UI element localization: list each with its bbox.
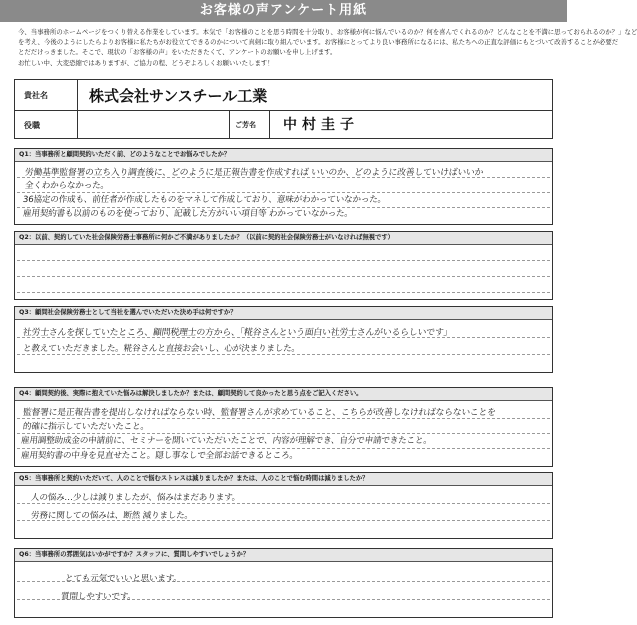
question-6-label: Q6：当事務所の雰囲気はいかがですか？スタッフに、質問しやすいでしょうか？ bbox=[15, 549, 552, 562]
question-6-answer-line: とても元気でいいと思います。 bbox=[64, 574, 183, 584]
question-3-label: Q3：顧問社会保険労務士として当社を選んでいただいた決め手は何ですか？ bbox=[15, 307, 552, 320]
company-name-value: 株式会社サンスチール工業 bbox=[89, 87, 268, 105]
question-2-label: Q2：以前、契約していた社会保険労務士事務所に何かご不満がありましたか？（以前に契約社会保険労務士がいなければ無視です） bbox=[15, 232, 552, 245]
question-1-label: Q1：当事務所と顧問契約いただく前、どのようなことでお悩みでしたか？ bbox=[15, 149, 552, 162]
question-3-section bbox=[14, 306, 553, 373]
question-3-answer-line: と教えていただきました。糀谷さんと直接お会いし、心が決まりました。 bbox=[22, 344, 301, 354]
question-1-answer-line: 全くわからなかった。 bbox=[24, 181, 110, 191]
question-4-label: Q4：顧問契約後、実際に抱えていた悩みは解決しましたか？または、顧問契約して良かったと思う点をご記入ください。 bbox=[15, 388, 552, 401]
intro-line: お忙しい中、大変恐縮ではありますが、ご協力の程、どうぞよろしくお願いいたします！ bbox=[18, 58, 274, 67]
question-1-section bbox=[14, 148, 553, 225]
question-1-answer-line: 36協定の作成も、前任者が作成したものをマネして作成しており、意味がわかっていなかった。 bbox=[22, 195, 387, 205]
question-5-label: Q5：当事務所と契約いただいて、人のことで悩むストレスは減りましたか？または、人のことで悩む時間は減りましたか？ bbox=[15, 473, 552, 486]
question-1-answer-line: 労働基準監督署の立ち入り調査後に、どのように是正報告書を作成すれば いいのか、どのように改善していけばいいか bbox=[24, 168, 484, 178]
customer-info-table bbox=[14, 79, 553, 139]
question-4-answer-line: 的確に指示していただいたこと。 bbox=[22, 422, 150, 432]
question-4-section bbox=[14, 387, 553, 467]
question-2-section bbox=[14, 231, 553, 300]
question-4-answer-line: 雇用契約書の中身を見直せたこと。隠し事なしで全部お話できるところ。 bbox=[20, 451, 299, 461]
question-6-answer-line: 質問しやすいです。 bbox=[60, 592, 137, 602]
question-5-answer-line: 労務に関しての悩みは、断然 減りました。 bbox=[30, 511, 194, 521]
question-6-section bbox=[14, 548, 553, 618]
intro-text bbox=[18, 27, 637, 68]
question-5-answer-line: 人の悩み…少しは減りましたが、悩みはまだあります。 bbox=[30, 493, 241, 503]
question-3-answer-line: 社労士さんを探していたところ、顧問税理士の方から、「糀谷さんという面白い社労士さんがいるらしいです」 bbox=[22, 328, 453, 338]
form-title: お客様の声アンケート用紙 bbox=[0, 0, 567, 22]
name-value: 中村圭子 bbox=[283, 117, 359, 133]
question-4-answer-line: 雇用調整助成金の申請前に、セミナーを開いていただいたことで、内容が理解でき、自分で申請できたこと。 bbox=[20, 436, 433, 446]
question-5-section bbox=[14, 472, 553, 539]
intro-line: を考え、今後のようにしたらよりお客様に私たちがお役立てできるのかについて真剣に取り組んでいます。お客様にとってより良い事務所になるには、私たちへの正直な評価にもとづいて改善することが必要だ bbox=[18, 38, 619, 47]
question-1-answer-line: 雇用契約書も以前のものを使っており、記載した方がいい項目等 わかっていなかった。 bbox=[22, 209, 354, 219]
intro-line: とだだけっきました。そこで、現状の「お客様の声」をいただきたくて、アンケートのお願いを申し上げます。 bbox=[18, 48, 337, 57]
position-label: 役職 bbox=[24, 121, 40, 130]
company-label: 貴社名 bbox=[24, 91, 48, 100]
intro-line: 今、当事務所のホームページをつくり替える作業をしています。本気で「お客様のことを思う時間を十分取り、お客様が何に悩んでいるのか？何を喜んでくれるのか？どんなことを不満に思っておられるのか？」など bbox=[18, 28, 637, 36]
name-label: ご芳名 bbox=[235, 121, 256, 129]
question-4-answer-line: 監督署に是正報告書を提出しなければならない時、監督署さんが求めていること、こちらが改善しなければならないことを bbox=[22, 408, 497, 418]
